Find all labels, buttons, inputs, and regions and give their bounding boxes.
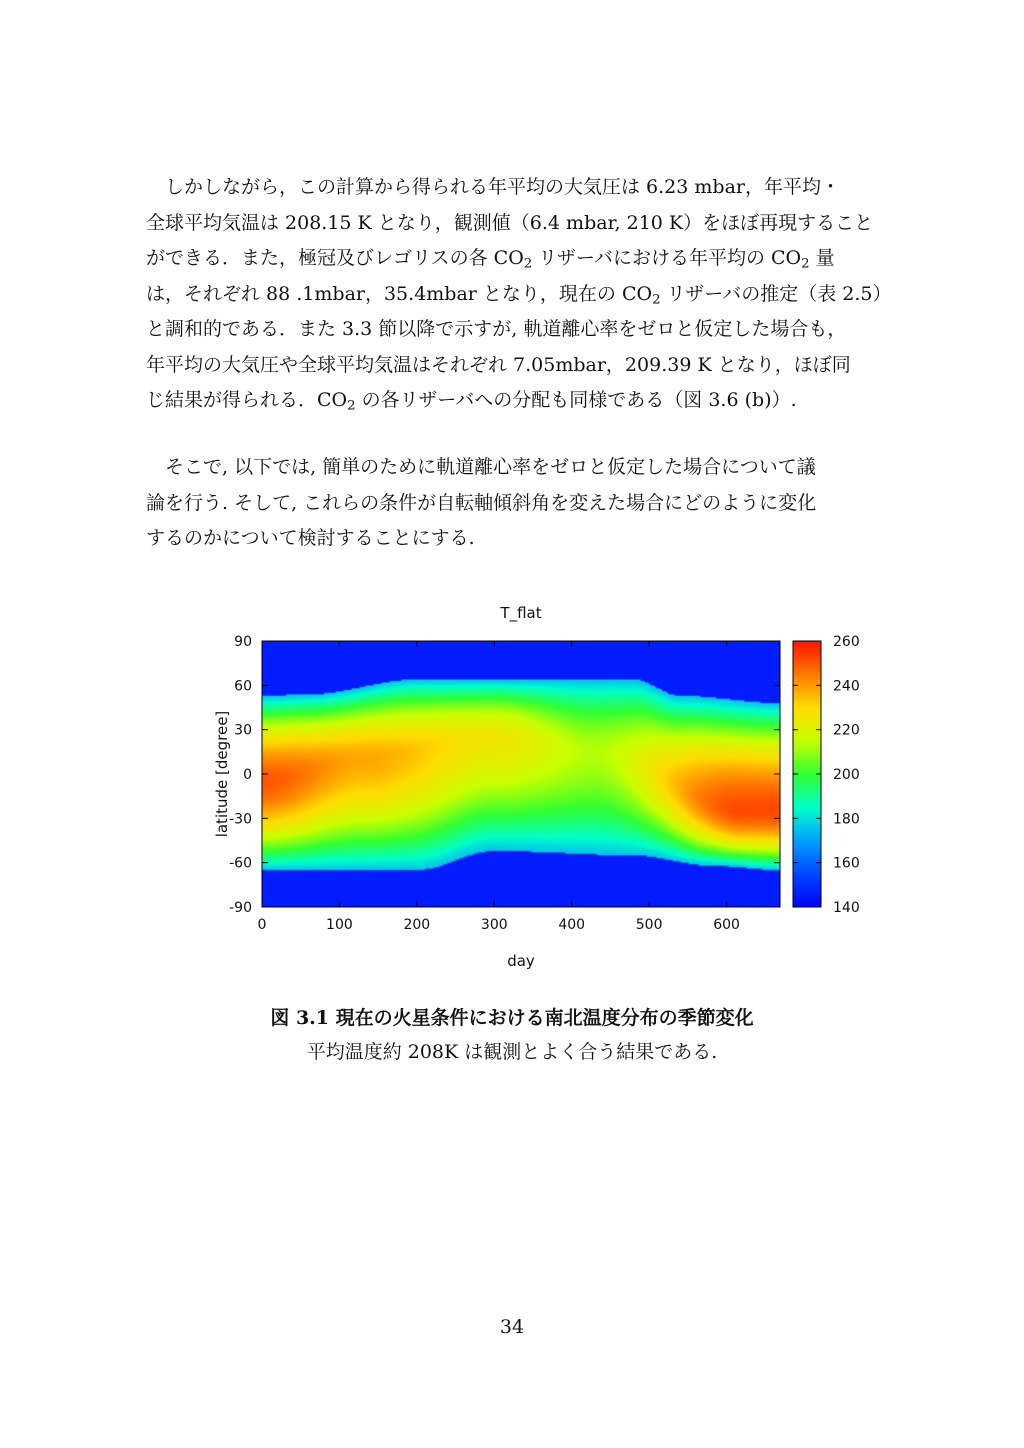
text-line: 年平均の大気圧や全球平均気温はそれぞれ 7.05mbar，209.39 K となり，ほぼ同 — [146, 353, 851, 376]
colorbar-tick-label: 160 — [833, 855, 860, 872]
chart-title: T_flat — [500, 604, 542, 622]
figure-caption-note: 平均温度約 208K は観測とよく合う結果である. — [306, 1041, 718, 1063]
text-line: は，それぞれ 88 .1mbar，35.4mbar となり，現在の $CO_2$ リザーバの推定（表 2.5） — [146, 282, 892, 307]
y-tick-label: -60 — [229, 855, 252, 872]
heatmap-plot-area — [262, 641, 780, 907]
text-line: しかしながら，この計算から得られる年平均の大気圧は 6.23 mbar，年平均・ — [146, 176, 840, 198]
text-line: 全球平均気温は 208.15 K となり，観測値（6.4 mbar, 210 K）をほぼ再現すること — [146, 211, 874, 234]
body-paragraph-2 — [146, 450, 878, 557]
temperature-heatmap-figure — [205, 596, 885, 980]
colorbar-tick-label: 260 — [833, 634, 860, 650]
x-tick-label: 400 — [558, 917, 586, 933]
text-line: するのかについて検討することにする. — [146, 527, 475, 549]
text-line: じ結果が得られる．$CO_2$ の各リザーバへの分配も同様である（図 3.6 (b)）. — [146, 389, 797, 414]
y-axis-label: latitude [degree] — [213, 710, 231, 838]
figure-caption-title: 図 3.1 現在の火星条件における南北温度分布の季節変化 — [270, 1007, 754, 1029]
colorbar-tick-label: 140 — [833, 900, 860, 916]
colorbar-tick-label: 240 — [833, 678, 860, 695]
x-tick-label: 500 — [635, 917, 663, 933]
x-tick-label: 0 — [257, 917, 267, 933]
body-paragraph-1 — [146, 170, 892, 419]
y-tick-label: 30 — [234, 722, 252, 739]
x-tick-label: 600 — [713, 917, 740, 933]
colorbar-tick-label: 220 — [833, 722, 860, 739]
colorbar-tick-label: 180 — [833, 811, 860, 828]
x-tick-label: 100 — [326, 917, 353, 933]
y-tick-label: -30 — [229, 811, 252, 828]
x-tick-label: 300 — [480, 917, 508, 933]
text-line: ができる．また，極冠及びレゴリスの各 $CO_2$ リザーバにおける年平均の $CO_2$ 量 — [146, 247, 835, 272]
x-tick-label: 200 — [403, 917, 431, 933]
x-axis-label: day — [507, 952, 535, 970]
y-tick-label: -90 — [229, 900, 252, 916]
page-number: 34 — [499, 1316, 525, 1338]
text-line: 論を行う. そして, これらの条件が自転軸傾斜角を変えた場合にどのように変化 — [146, 491, 817, 514]
y-tick-label: 0 — [243, 767, 252, 783]
y-tick-label: 90 — [234, 634, 252, 650]
text-line: そこで, 以下では, 簡単のために軌道離心率をゼロと仮定した場合について議 — [146, 456, 816, 478]
colorbar-tick-label: 200 — [833, 767, 860, 783]
text-line: と調和的である．また 3.3 節以降で示すが, 軌道離心率をゼロと仮定した場合も， — [146, 318, 847, 340]
y-tick-label: 60 — [234, 678, 252, 695]
